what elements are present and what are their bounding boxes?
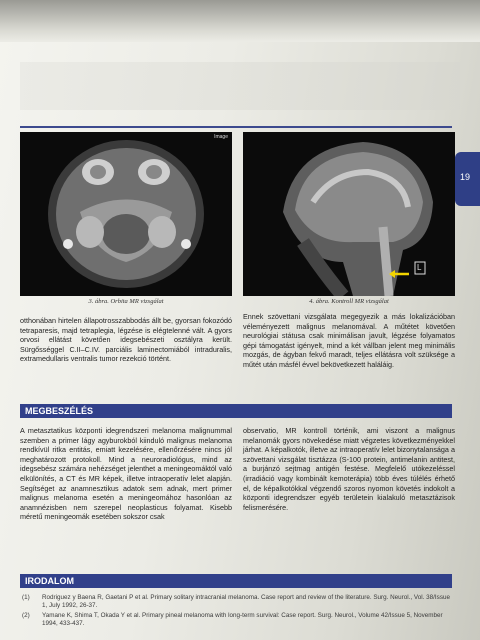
figure-3-caption: 3. ábra. Orbita MR vizsgálat [88, 298, 164, 305]
discussion-heading-bar [20, 404, 452, 418]
reference-number: (1) [22, 594, 30, 601]
page-number-tab [455, 152, 480, 206]
page-number: 19 [460, 172, 471, 182]
paragraph: A metasztatikus központi idegrendszeri melanoma malignummal szemben a primer lágy agyburokból kiinduló malignus melanoma rendkívül ritka entitás, emiatt kezelésére, ellenőrzésére nincs jól meghatározott protokoll. Mind a neuroradiológus, mind az idegsebész számára nehézséget jelenthet a meningeomáktól való elkülönítés, a CT és MR képek, illetve intraoperatív lelet alapján. Segítséget az anamnesztikus adatok sem adnak, mert primer malignus melanoma esetén a meningeomához hasonlóan az anamnézisben nem szerepel neoplasticus folyamat. Kisebb méretű meningeomák esetében sokszor csak [20, 426, 232, 522]
reference-text: Rodriguez y Baena R, Gaetani P et al. Primary solitary intracranial melanoma. Case report and review of the literature. Surg. Neurol., Vol. 38/Issue 1, July 1992, 26-37. [42, 594, 450, 610]
paragraph: Ennek szövettani vizsgálata megegyezik a más lokalizációban véleményezett malignus melanomával. A műtétet követően neurológiai státusa csak minimálisan javult, légzése folyamatos gépi támogatást igényelt, mind a két vállban jelent meg minimális mozgás, de ágyban fekvő maradt, teljes ellátásra volt szüksége a műtét után másfél évvel bekövetkezett haláláig. [243, 312, 455, 369]
discussion-text-right [243, 426, 455, 512]
header-rule [20, 126, 452, 128]
faded-header-band [20, 62, 460, 110]
page-fold-shadow [0, 0, 480, 42]
references-heading: IRODALOM [25, 576, 74, 586]
orbita-mr-image [20, 132, 232, 296]
figure-4-caption: 4. ábra. Kontroll MR vizsgálat [309, 298, 389, 305]
kontroll-mr-image [243, 132, 455, 296]
reference-item [20, 594, 452, 610]
discussion-heading: MEGBESZÉLÉS [25, 406, 94, 416]
axial-mri-drawing [20, 132, 232, 296]
sagittal-mri-drawing [243, 132, 455, 296]
reference-item [20, 612, 452, 630]
discussion-text-left [20, 426, 232, 522]
paragraph: observatio, MR kontroll történik, ami viszont a malignus melanomák gyors növekedése miatt végzetes következményekkel járhat. A képalkotók, illetve az intraoperatív lelet bizonytalansága a szövettani vizsgálat tisztázza (S-100 protein, antimelanin antitest, a burjánzó sejtmag antigén festése. Megfelelő utókezeléssel (irradiáció vagy kombinált kemoterápia) több éves túlélés érhető el, de képalkotókkal végzendő szoros nyomon követés indokolt a központi idegrendszer egyéb területein kialakuló metasztázisok felismerésére. [243, 426, 455, 512]
image-corner-label: Image [214, 134, 228, 140]
reference-number: (2) [22, 612, 30, 619]
case-text-right [243, 312, 455, 370]
paragraph: otthonában hirtelen állapotrosszabbodás állt be, gyorsan fokozódó tetraparesis, majd tetraplegia, légzése is elégtelenné vált. A gyors orvosi ellátást követően idegsebészeti osztályra került. Sürgősséggel C.II–C.IV. parciális laminectomiából intraduralis, extramedullaris ventralis tumor rezekció történt. [20, 316, 232, 364]
reference-text: Yamane K, Shima T, Okada Y et al. Primary pineal melanoma with long-term survival: Case report. Surg. Neurol., Volume 42/Issue 5, November 1994, 433-437. [42, 612, 443, 628]
image-marker-label: L [417, 263, 422, 272]
references-heading-bar [20, 574, 452, 588]
case-text-left [20, 316, 232, 364]
